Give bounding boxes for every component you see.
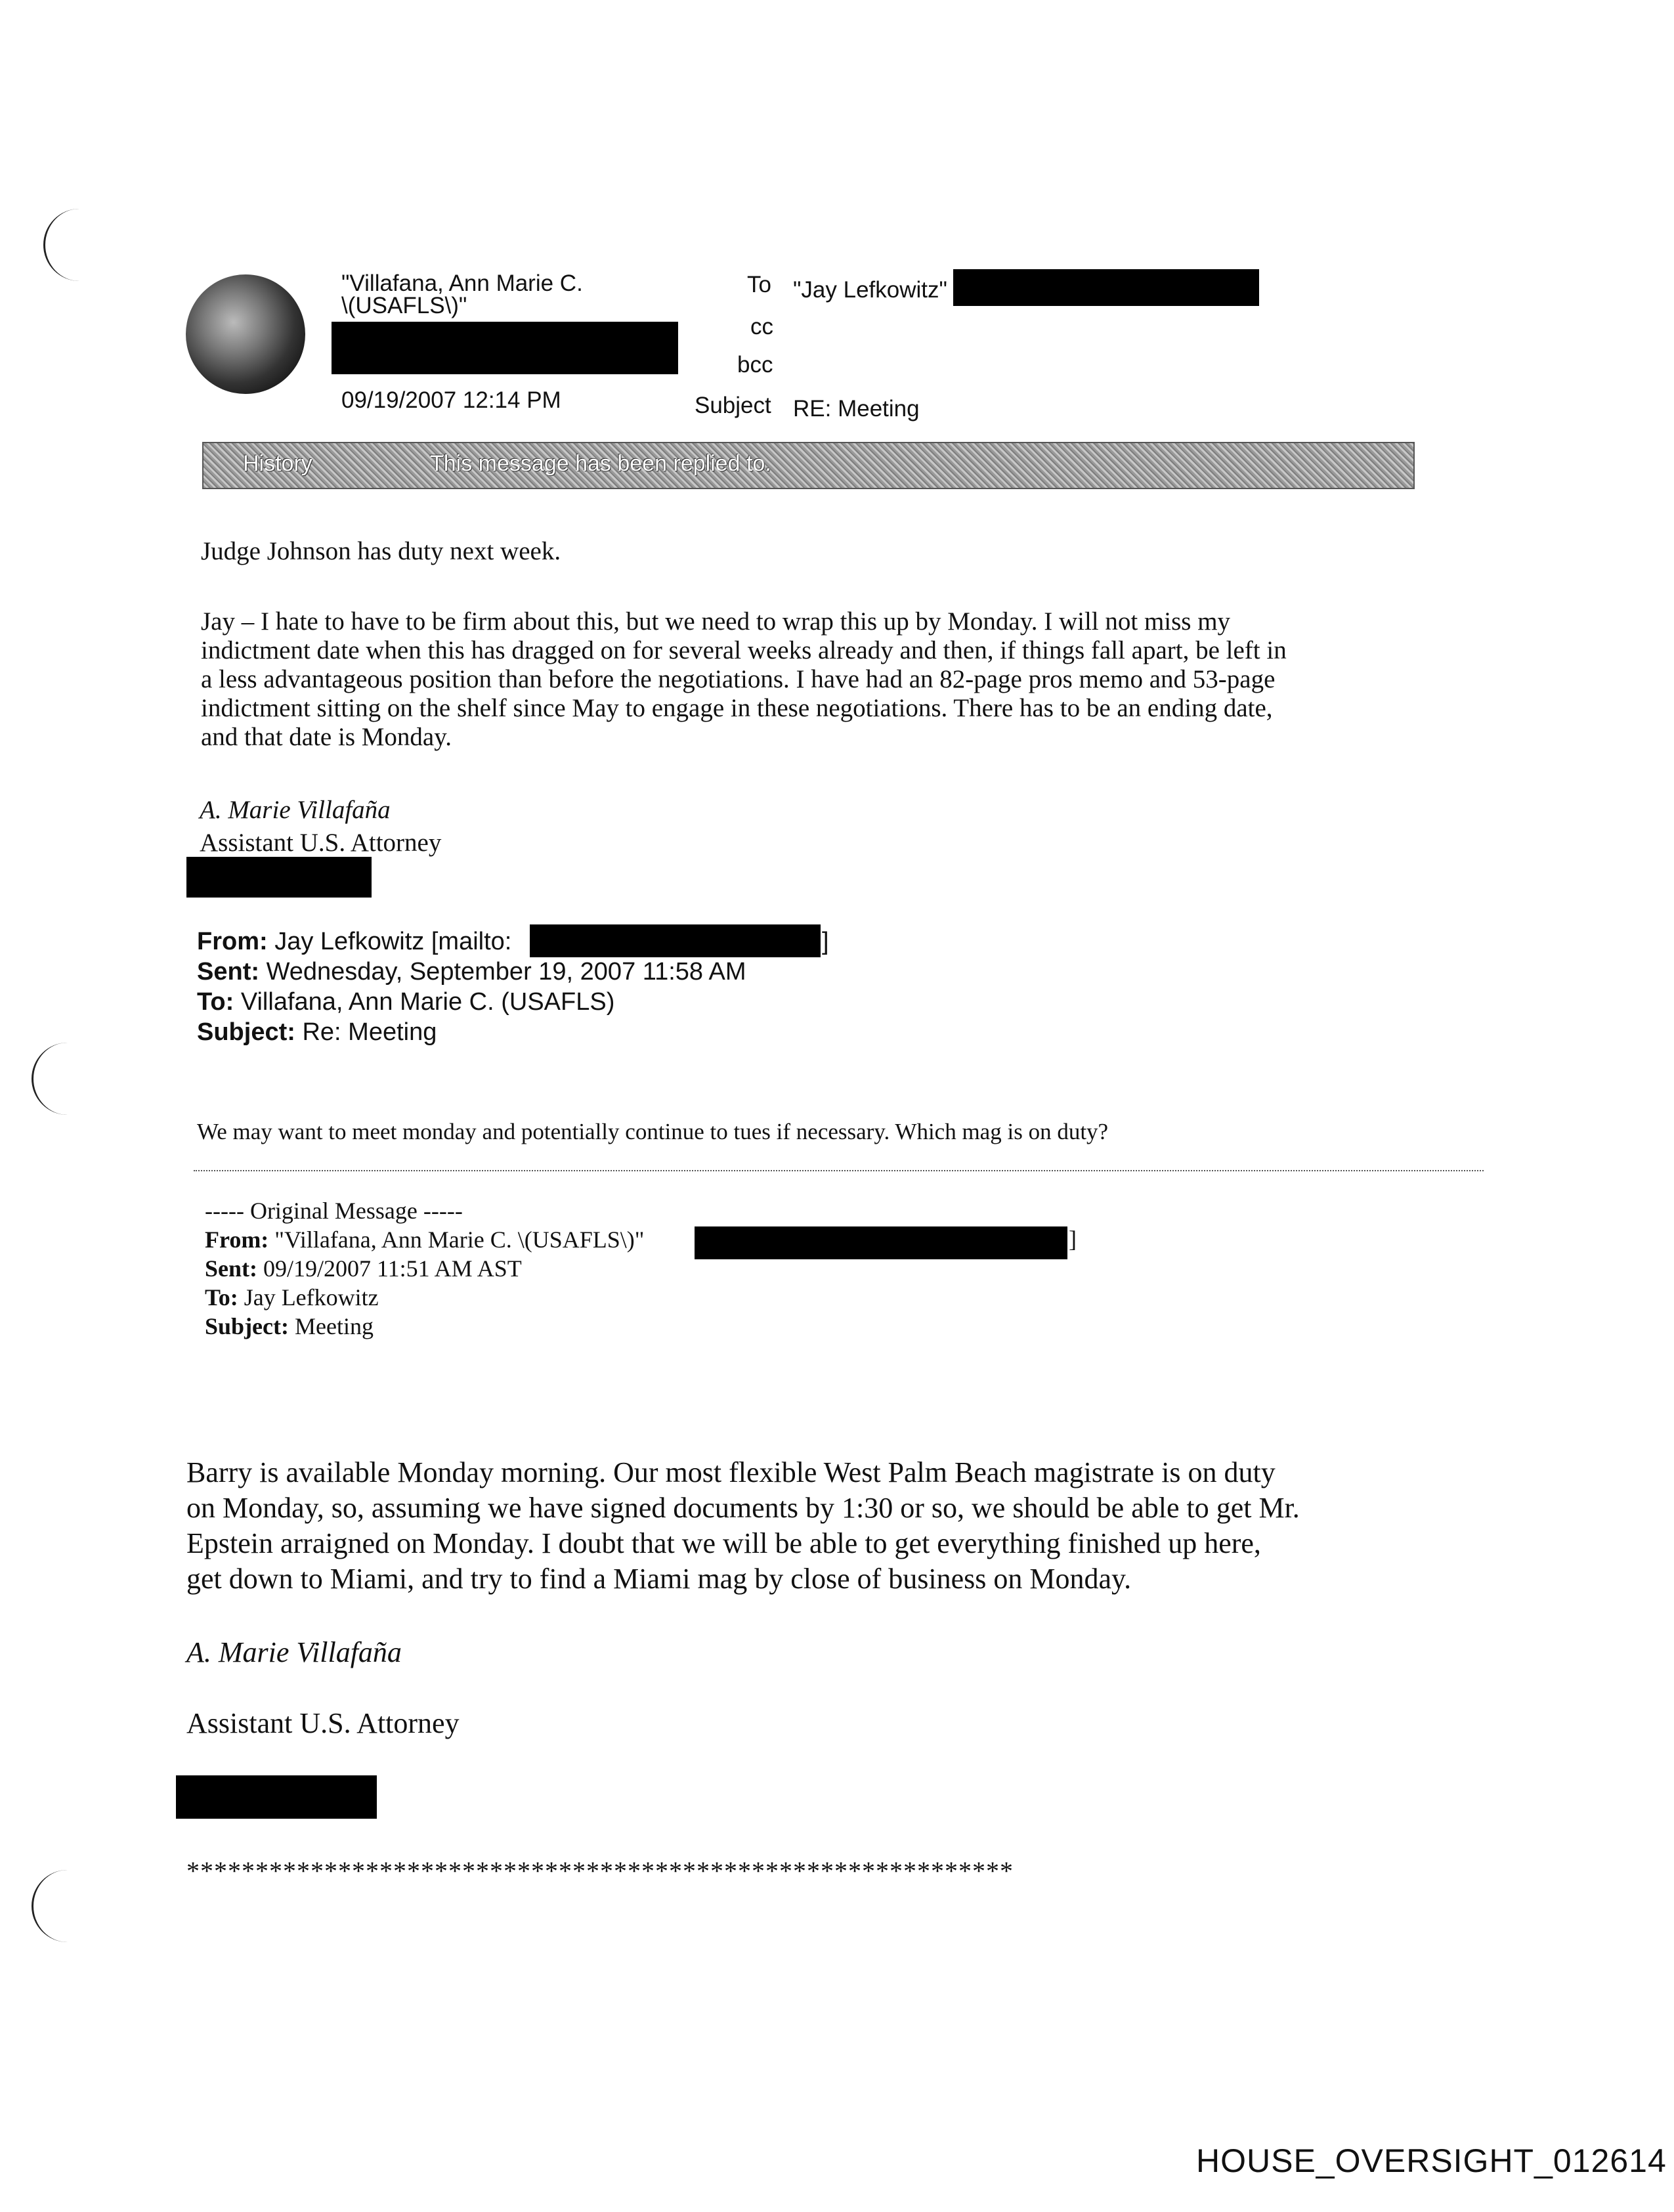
fwd-sent-value: Wednesday, September 19, 2007 11:58 AM (266, 958, 746, 986)
fwd-to-line (197, 987, 614, 1017)
original-body-line: Epstein arraigned on Monday. I doubt that we will be able to get everything finished up here, (186, 1527, 1261, 1559)
separator-rule (194, 1170, 1484, 1171)
history-label[interactable]: History (243, 451, 312, 476)
fwd-sent-label: Sent: (197, 958, 259, 986)
fwd-subject-line (197, 1018, 437, 1047)
fwd-from-value: Jay Lefkowitz [mailto: (274, 928, 512, 955)
redaction-block (176, 1775, 377, 1819)
orig-subject-value: Meeting (295, 1313, 374, 1339)
orig-to-label: To: (205, 1284, 238, 1311)
fwd-to-value: Villafana, Ann Marie C. (USAFLS) (240, 988, 615, 1016)
punch-hole-mark (32, 1043, 73, 1115)
reply-paragraph-line: a less advantageous position than before the negotiations. I have had an 82-page pros memo and 53-page (201, 665, 1276, 693)
replied-status: This message has been replied to. (430, 451, 771, 476)
redaction-block (695, 1226, 1067, 1259)
fwd-body: We may want to meet monday and potentially continue to tues if necessary. Which mag is on duty? (197, 1119, 1109, 1144)
bates-number: HOUSE_OVERSIGHT_012614 (1196, 2142, 1667, 2179)
original-header-line: ----- Original Message ----- (205, 1198, 463, 1224)
orig-from-value: "Villafana, Ann Marie C. \(USAFLS\)" (274, 1226, 645, 1253)
orig-from-label: From: (205, 1226, 269, 1253)
sender-name-line2: \(USAFLS\)" (341, 293, 467, 318)
fwd-sent-line (197, 957, 746, 987)
orig-subject-line (205, 1312, 644, 1341)
fwd-subject-label: Subject: (197, 1018, 295, 1046)
subject-label: Subject (695, 393, 771, 418)
redaction-block (530, 924, 821, 957)
bcc-label: bcc (737, 352, 773, 378)
sent-date: 09/19/2007 12:14 PM (341, 387, 561, 413)
orig-sent-label: Sent: (205, 1255, 257, 1282)
original-signature-title: Assistant U.S. Attorney (186, 1707, 460, 1739)
original-body (186, 1455, 1499, 1597)
fwd-to-label: To: (197, 988, 234, 1016)
reply-paragraph-line: and that date is Monday. (201, 723, 452, 751)
fwd-from-close: ] (822, 928, 829, 955)
asterisk-separator: ************************************************************ (186, 1856, 1014, 1886)
cc-label: cc (750, 314, 773, 339)
reply-first-line: Judge Johnson has duty next week. (201, 537, 561, 565)
signature-title: Assistant U.S. Attorney (200, 829, 442, 857)
orig-subject-label: Subject: (205, 1313, 289, 1339)
orig-from-close: ] (1069, 1226, 1077, 1252)
orig-sent-line (205, 1254, 644, 1283)
fwd-from-line (197, 927, 511, 957)
original-message-block (205, 1196, 644, 1341)
to-value: "Jay Lefkowitz" (793, 277, 947, 303)
original-body-line: on Monday, so, assuming we have signed documents by 1:30 or so, we should be able to get Mr. (186, 1492, 1300, 1524)
original-body-line: Barry is available Monday morning. Our most flexible West Palm Beach magistrate is on duty (186, 1456, 1276, 1488)
orig-from-line (205, 1225, 644, 1254)
to-label: To (747, 272, 771, 297)
punch-hole-mark (43, 209, 85, 281)
sender-avatar (186, 274, 305, 394)
reply-paragraph-line: indictment date when this has dragged on for several weeks already and then, if things fall apart, be left in (201, 636, 1287, 664)
redaction-block (953, 269, 1259, 306)
original-signature-name: A. Marie Villafaña (186, 1636, 402, 1668)
sender-name: "Villafana, Ann Marie C. (341, 271, 583, 296)
original-body-line: get down to Miami, and try to find a Miami mag by close of business on Monday. (186, 1563, 1132, 1595)
reply-paragraph-line: indictment sitting on the shelf since May to engage in these negotiations. There has to be an ending date, (201, 694, 1273, 722)
punch-hole-mark (32, 1870, 73, 1942)
signature-name: A. Marie Villafaña (200, 796, 391, 824)
redaction-block (186, 857, 372, 898)
redaction-block (332, 322, 678, 374)
fwd-subject-value: Re: Meeting (302, 1018, 437, 1046)
fwd-from-label: From: (197, 928, 268, 955)
subject-value: RE: Meeting (793, 396, 920, 422)
reply-paragraph-line: Jay – I hate to have to be firm about this, but we need to wrap this up by Monday. I will not miss my (201, 607, 1231, 636)
history-bar[interactable] (202, 442, 1415, 489)
orig-to-value: Jay Lefkowitz (244, 1284, 379, 1311)
orig-sent-value: 09/19/2007 11:51 AM AST (263, 1255, 522, 1282)
orig-to-line (205, 1283, 644, 1312)
reply-paragraph (201, 607, 1448, 752)
